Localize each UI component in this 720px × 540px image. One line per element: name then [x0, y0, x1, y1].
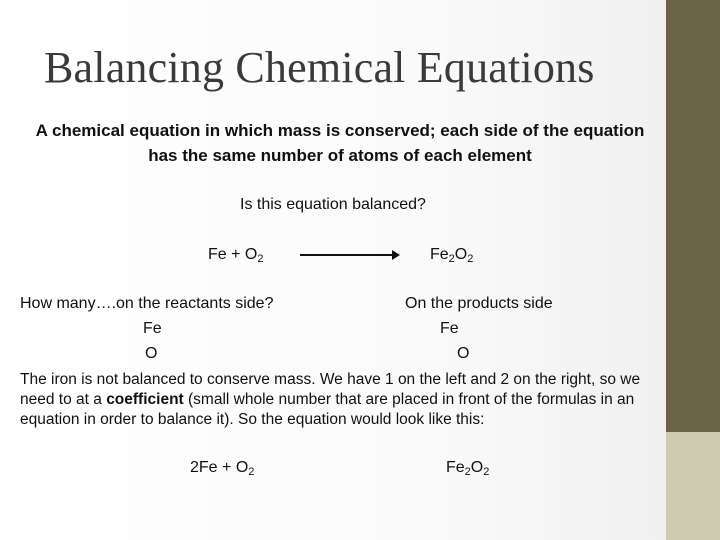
- products-side-heading: On the products side: [405, 295, 553, 312]
- equation-2-product: [446, 459, 489, 477]
- equation-1-product: [430, 246, 473, 264]
- equation-1-product-b-subscript: 2: [467, 253, 474, 265]
- products-element-fe: Fe: [440, 320, 459, 337]
- reactants-element-o: O: [145, 345, 158, 362]
- explanation-text-start: The iron is not balanced to conserve mass. We have 1 on the left and 2 on the right, so we need to at a: [20, 371, 641, 408]
- coefficient-keyword: coefficient: [106, 391, 184, 408]
- reaction-arrow-icon: [300, 254, 398, 256]
- products-element-o: O: [457, 345, 470, 362]
- equation-1-product-b: O: [454, 246, 468, 263]
- definition-text: A chemical equation in which mass is conserved; each side of the equation has the same number of atoms of each element: [35, 121, 645, 165]
- explanation-text-end: (small whole number that are placed in front of the formulas in an equation in order to balance it). So the equation would look like this:: [20, 391, 635, 428]
- equation-2-reactant-a: 2Fe +: [190, 459, 232, 476]
- slide-title: Balancing Chemical Equations: [44, 43, 595, 92]
- equation-1-reactant-b: O: [244, 246, 258, 263]
- equation-2-product-a-subscript: 2: [464, 466, 471, 478]
- reactants-element-fe: Fe: [143, 320, 162, 337]
- equation-2-reactant-b-subscript: 2: [248, 466, 255, 478]
- equation-1-reactant-a: Fe +: [208, 246, 241, 263]
- question-text: Is this equation balanced?: [240, 196, 426, 213]
- equation-2-reactant-b: O: [235, 459, 249, 476]
- side-accent-band-lower: [666, 432, 720, 540]
- equation-2-product-b: O: [470, 459, 484, 476]
- reactants-side-heading: How many….on the reactants side?: [20, 295, 274, 312]
- equation-1-product-a: Fe: [430, 246, 449, 263]
- equation-1-reactant-b-subscript: 2: [257, 253, 264, 265]
- explanation-paragraph: [20, 370, 670, 430]
- equation-1-product-a-subscript: 2: [448, 253, 455, 265]
- equation-2-product-b-subscript: 2: [483, 466, 490, 478]
- equation-2-reactants: [190, 459, 254, 477]
- equation-1-reactants: [208, 246, 264, 264]
- equation-2-product-a: Fe: [446, 459, 465, 476]
